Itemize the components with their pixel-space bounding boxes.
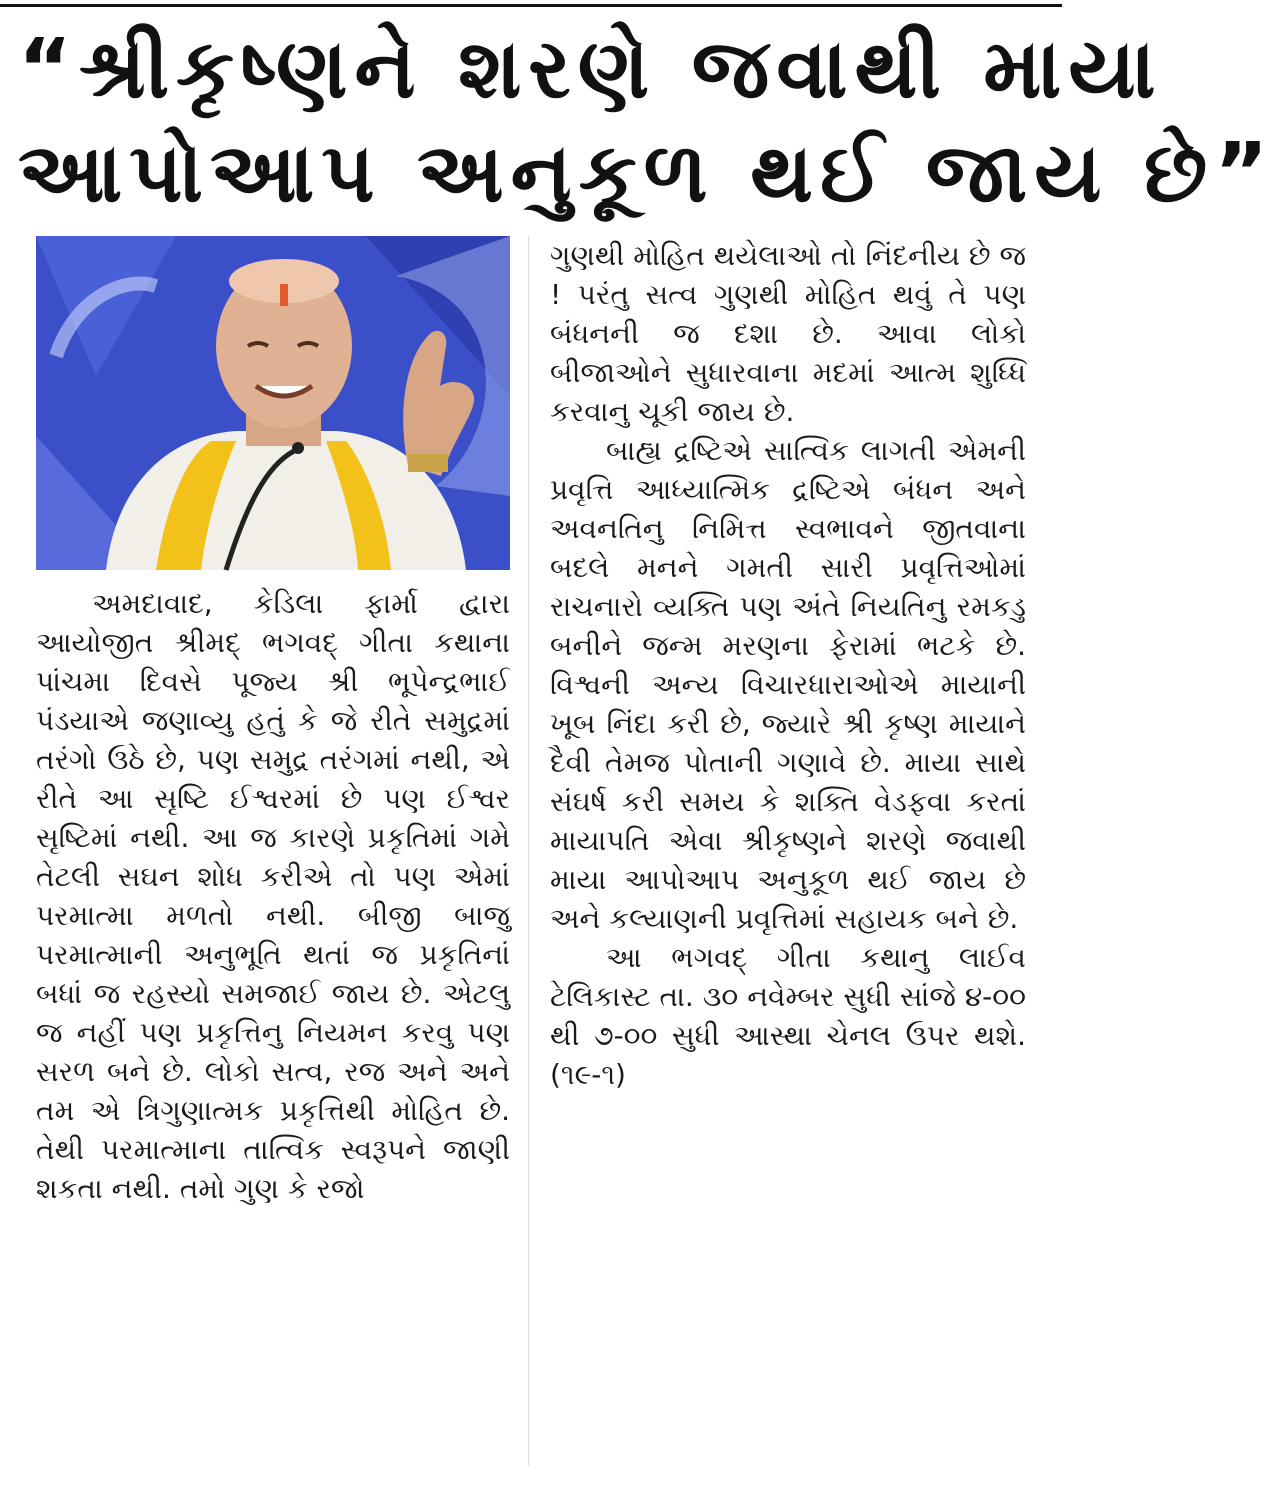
- column-divider: [528, 236, 529, 1466]
- speaker-photo: [36, 236, 510, 570]
- article-column-left: [36, 584, 510, 1208]
- headline-line-1: “શ્રીકૃષ્ણને શરણે જવાથી માયા: [18, 22, 1163, 117]
- paragraph: આ ભગવદ્ ગીતા કથાનુ લાઈવ ટેલિકાસ્ટ તા. ૩૦ નવેમ્બર સુધી સાંજે ૪-૦૦ થી ૭-૦૦ સુધી આસ્થા ચેનલ ઉપર થશે. (૧૯-૧): [550, 941, 1026, 1091]
- paragraph: અમદાવાદ, કેડિલા ફાર્મા દ્વારા આયોજીત શ્રીમદ્ ભગવદ્ ગીતા કથાના પાંચમા દિવસે પૂજ્ય શ્રી ભૂપેન્દ્રભાઈ પંડયાએ જણાવ્યુ હતું કે જે રીતે સમુદ્રમાં તરંગો ઉઠે છે, પણ સમુદ્ર તરંગમાં નથી, એ રીતે આ સૃષ્ટિ ઈશ્વરમાં છે પણ ઈશ્વર સૃષ્ટિમાં નથી. આ જ કારણે પ્રકૃતિમાં ગમે તેટલી સઘન શોધ કરીએ તો પણ એમાં પરમાત્મા મળતો નથી. બીજી બાજુ પરમાત્માની અનુભૂતિ થતાં જ પ્રકૃતિનાં બધાં જ રહસ્યો સમજાઈ જાય છે. એટલુ જ નહીં પણ પ્રકૃત્તિનુ નિયમન કરવુ પણ સરળ બને છે. લોકો સત્વ, રજ અને અને તમ એ ત્રિગુણાત્મક પ્રકૃત્તિથી મોહિત છે. તેથી પરમાત્માના તાત્વિક સ્વરૂપને જાણી શકતા નથી. તમો ગુણ કે રજો: [36, 587, 510, 1205]
- headline: [18, 18, 1275, 226]
- headline-line-2: આપોઆપ અનુકૂળ થઈ જાય છે”: [18, 126, 1275, 221]
- article-column-right: [550, 236, 1026, 1094]
- paragraph: બાહ્ય દ્રષ્ટિએ સાત્વિક લાગતી એમની પ્રવૃત્તિ આધ્યાત્મિક દ્રષ્ટિએ બંધન અને અવનતિનુ નિમિત્ત સ્વભાવને જીતવાના બદલે મનને ગમતી સારી પ્રવૃત્તિઓમાં રાચનારો વ્યક્તિ પણ અંતે નિયતિનુ રમકડુ બનીને જન્મ મરણના ફેરામાં ભટકે છે. વિશ્વની અન્ય વિચારધારાઓએ માયાની ખૂબ નિંદા કરી છે, જ્યારે શ્રી કૃષ્ણ માયાને દૈવી તેમજ પોતાની ગણાવે છે. માયા સાથે સંઘર્ષ કરી સમય કે શક્તિ વેડફવા કરતાં માયાપતિ એવા શ્રીકૃષ્ણને શરણે જવાથી માયા આપોઆપ અનુકૂળ થઈ જાય છે અને કલ્યાણની પ્રવૃત્તિમાં સહાયક બને છે.: [550, 434, 1026, 935]
- paragraph: ગુણથી મોહિત થયેલાઓ તો નિંદનીય છે જ ! પરંતુ સત્વ ગુણથી મોહિત થવું તે પણ બંધનની જ દશા છે. આવા લોકો બીજાઓને સુધારવાના મદમાં આત્મ શુધ્ધિ કરવાનુ ચૂકી જાય છે.: [550, 239, 1026, 428]
- top-rule: [0, 4, 1062, 7]
